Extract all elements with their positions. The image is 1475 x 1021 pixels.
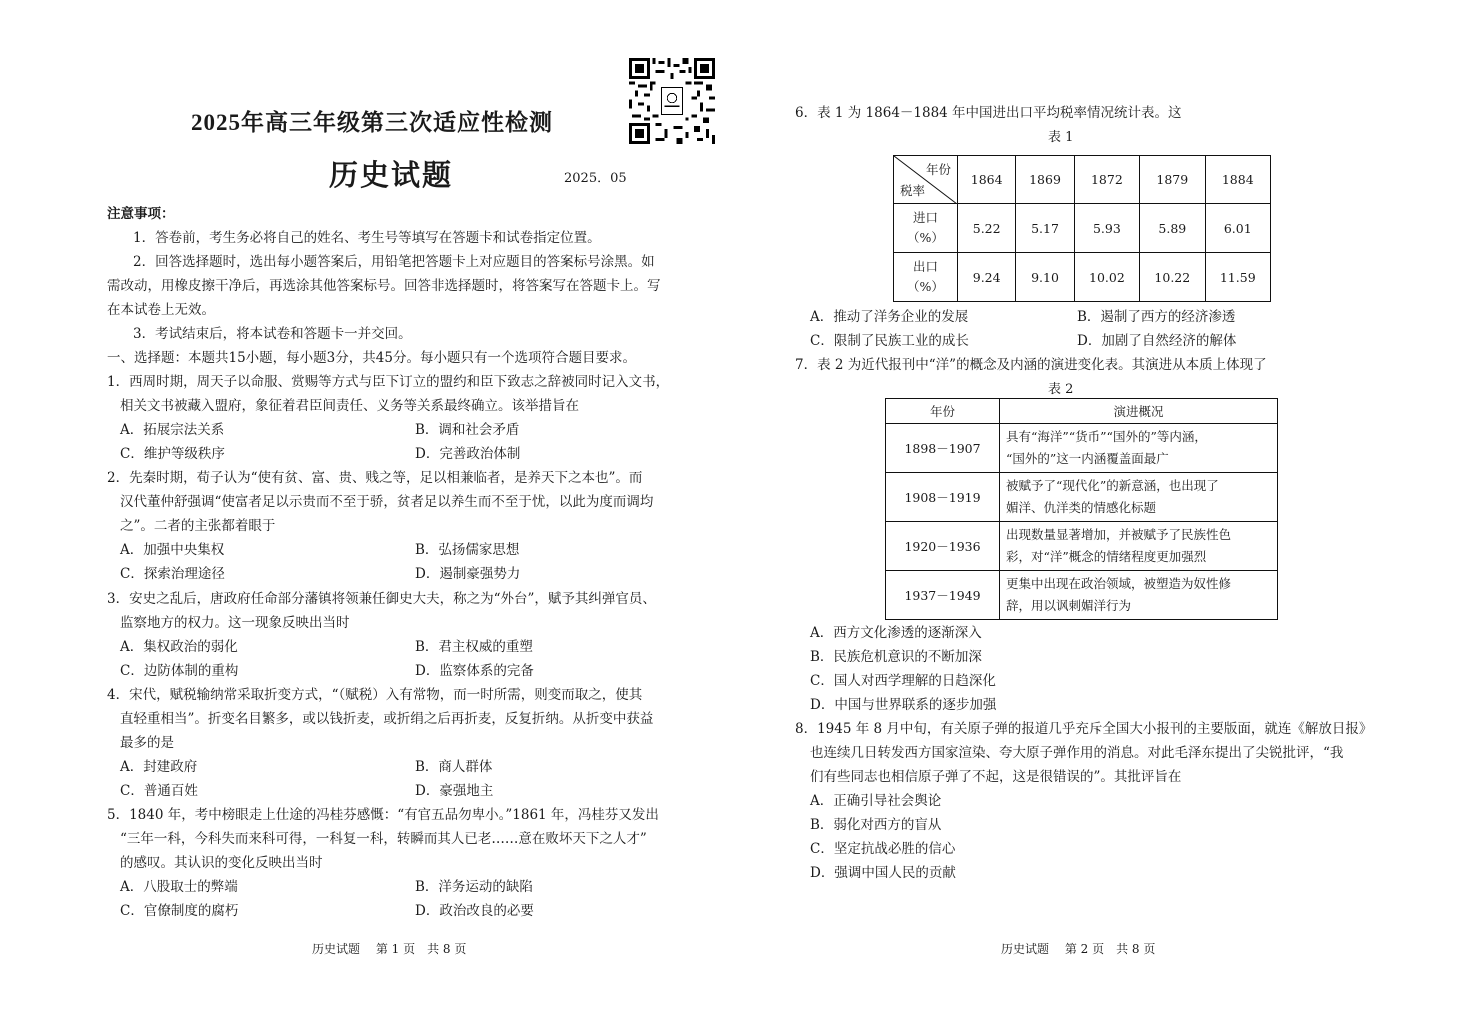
left-page	[0, 0, 737, 1021]
option-c: C．官僚制度的腐朽	[120, 903, 239, 919]
question-stem: 3．安史之乱后，唐政府任命部分藩镇将领兼任御史大夫，称之为“外台”，赋予其纠弹官员、	[107, 591, 656, 607]
row-label-main: 进口	[912, 210, 938, 225]
description-cell	[1000, 424, 1278, 473]
corner-rate-label: 税率	[900, 183, 926, 198]
row-label	[894, 204, 958, 253]
page-footer: 历史试题 第 2 页 共 8 页	[1001, 942, 1156, 956]
option-d: D．强调中国人民的贡献	[810, 865, 956, 881]
option-a: A．集权政治的弱化	[120, 639, 238, 655]
table-cell: 9.24	[958, 253, 1016, 302]
question-stem: 8．1945 年 8 月中旬，有关原子弹的报道几乎充斥全国大小报刊的主要版面，就连《解放日报》	[795, 721, 1373, 737]
option-a: A．封建政府	[120, 759, 198, 775]
option-d: D．豪强地主	[415, 783, 494, 799]
period-header: 年份	[886, 399, 1000, 424]
right-page	[737, 0, 1475, 1021]
row-label-unit: （%）	[907, 279, 944, 294]
table-cell: 10.22	[1140, 253, 1205, 302]
exam-subtitle: 历史试题	[329, 160, 454, 192]
year-header: 1872	[1074, 156, 1139, 204]
table-caption: 表 2	[1048, 382, 1074, 397]
description-header: 演进概况	[1000, 399, 1278, 424]
notice-line: 需改动，用橡皮擦干净后，再选涂其他答案标号。回答非选择题时，将答案写在答题卡上。写	[107, 278, 661, 294]
table-cell: 5.17	[1016, 204, 1074, 253]
option-a: A．加强中央集权	[120, 542, 225, 558]
notice-line: 2．回答选择题时，选出每小题答案后，用铅笔把答题卡上对应题目的答案标号涂黑。如	[133, 254, 655, 270]
description-cell	[1000, 571, 1278, 620]
option-d: D．加剧了自然经济的解体	[1077, 333, 1237, 349]
year-header: 1879	[1140, 156, 1205, 204]
table-cell: 5.22	[958, 204, 1016, 253]
year-header: 1864	[958, 156, 1016, 204]
tax-rate-table	[893, 155, 1271, 302]
table-cell: 5.89	[1140, 204, 1205, 253]
question-stem: 相关文书被藏入盟府，象征着君臣间责任、义务等关系最终确立。该举措旨在	[120, 398, 579, 414]
option-d: D．监察体系的完备	[415, 663, 534, 679]
table-caption: 表 1	[1048, 130, 1074, 145]
question-stem: “三年一科，今科失而来科可得，一科复一科，转瞬而其人已老……意在败坏天下之人才”	[120, 831, 647, 847]
period-cell: 1898－1907	[886, 424, 1000, 473]
question-stem: 5．1840 年，考中榜眼走上仕途的冯桂芬感慨：“有官五品勿卑小。”1861 年，冯桂芬又发出	[107, 807, 659, 823]
question-stem: 之”。二者的主张都着眼于	[120, 518, 276, 534]
description-cell	[1000, 522, 1278, 571]
option-a: A．推动了洋务企业的发展	[810, 309, 969, 325]
question-stem: 最多的是	[120, 735, 174, 751]
table-cell: 5.93	[1074, 204, 1139, 253]
option-d: D．遏制豪强势力	[415, 566, 521, 582]
corner-year-label: 年份	[925, 162, 951, 177]
option-b: B．洋务运动的缺陷	[415, 879, 533, 895]
description-line: 彩，对“洋”概念的情绪程度更加强烈	[1006, 549, 1207, 564]
option-a: A．西方文化渗透的逐渐深入	[810, 625, 982, 641]
option-b: B．弘扬儒家思想	[415, 542, 520, 558]
option-c: C．边防体制的重构	[120, 663, 239, 679]
question-stem: 7．表 2 为近代报刊中“洋”的概念及内涵的演进变化表。其演进从本质上体现了	[795, 357, 1267, 373]
row-label-main: 出口	[912, 259, 938, 274]
option-c: C．坚定抗战必胜的信心	[810, 841, 956, 857]
question-stem: 的感叹。其认识的变化反映出当时	[120, 855, 323, 871]
question-stem: 直轻重相当”。折变名目繁多，或以钱折麦，或折绢之后再折麦，反复折纳。从折变中获益	[120, 711, 654, 727]
description-line: 出现数量显著增加，并被赋予了民族性色	[1006, 527, 1232, 542]
option-d: D．中国与世界联系的逐步加强	[810, 697, 997, 713]
page-footer: 历史试题 第 1 页 共 8 页	[312, 942, 467, 956]
section-heading: 一、选择题：本题共15小题，每小题3分，共45分。每小题只有一个选项符合题目要求。	[107, 350, 636, 366]
option-a: A．正确引导社会舆论	[810, 793, 942, 809]
option-c: C．国人对西学理解的日趋深化	[810, 673, 996, 689]
question-stem: 4．宋代，赋税输纳常采取折变方式，“（赋税）入有常物，而一时所需，则变而取之，使其	[107, 687, 643, 703]
question-stem: 汉代董仲舒强调“使富者足以示贵而不至于骄，贫者足以养生而不至于忧，以此为度而调均	[120, 494, 654, 510]
table-cell: 10.02	[1074, 253, 1139, 302]
option-b: B．调和社会矛盾	[415, 422, 520, 438]
question-stem: 也连续几日转发西方国家渲染、夸大原子弹作用的消息。对此毛泽东提出了尖锐批评，“我	[810, 745, 1344, 761]
option-c: C．维护等级秩序	[120, 446, 225, 462]
question-stem: 1．西周时期，周天子以命服、赏赐等方式与臣下订立的盟约和臣下致志之辞被同时记入文书，	[107, 374, 670, 390]
table-corner-cell	[894, 156, 958, 204]
option-b: B．民族危机意识的不断加深	[810, 649, 982, 665]
question-stem: 2．先秦时期，荀子认为“使有贫、富、贵、贱之等，足以相兼临者，是养天下之本也”。而	[107, 470, 643, 486]
option-b: B．遏制了西方的经济渗透	[1077, 309, 1236, 325]
notice-heading: 注意事项：	[107, 206, 175, 222]
option-d: D．完善政治体制	[415, 446, 521, 462]
option-b: B．弱化对西方的盲从	[810, 817, 942, 833]
exam-title: 2025年高三年级第三次适应性检测	[191, 110, 553, 135]
year-header: 1869	[1016, 156, 1074, 204]
question-stem: 6．表 1 为 1864－1884 年中国进出口平均税率情况统计表。这	[795, 105, 1182, 121]
description-cell	[1000, 473, 1278, 522]
table-cell: 9.10	[1016, 253, 1074, 302]
period-cell: 1937－1949	[886, 571, 1000, 620]
evolution-table	[885, 398, 1278, 620]
table-cell: 6.01	[1205, 204, 1270, 253]
description-line: 媚洋、仇洋类的情感化标题	[1006, 500, 1157, 515]
table-cell: 11.59	[1205, 253, 1270, 302]
option-a: A．八股取士的弊端	[120, 879, 238, 895]
question-stem: 监察地方的权力。这一现象反映出当时	[120, 615, 350, 631]
question-stem: 们有些同志也相信原子弹了不起，这是很错误的”。其批评旨在	[810, 769, 1182, 785]
notice-line: 3．考试结束后，将本试卷和答题卡一并交回。	[133, 326, 412, 342]
option-b: B．君主权威的重塑	[415, 639, 533, 655]
notice-line: 在本试卷上无效。	[107, 302, 215, 318]
description-line: 被赋予了“现代化”的新意涵，也出现了	[1006, 478, 1219, 493]
year-header: 1884	[1205, 156, 1270, 204]
option-c: C．探索治理途径	[120, 566, 225, 582]
qr-code	[629, 58, 715, 144]
option-c: C．普通百姓	[120, 783, 198, 799]
row-label	[894, 253, 958, 302]
description-line: 辞，用以讽刺媚洋行为	[1006, 598, 1132, 613]
option-b: B．商人群体	[415, 759, 493, 775]
description-line: 具有“海洋”“货币”“国外的”等内涵，	[1006, 429, 1207, 444]
option-c: C．限制了民族工业的成长	[810, 333, 969, 349]
period-cell: 1920－1936	[886, 522, 1000, 571]
period-cell: 1908－1919	[886, 473, 1000, 522]
notice-line: 1．答卷前，考生务必将自己的姓名、考生号等填写在答题卡和试卷指定位置。	[133, 230, 601, 246]
description-line: 更集中出现在政治领域，被塑造为奴性修	[1006, 576, 1232, 591]
option-a: A．拓展宗法关系	[120, 422, 225, 438]
option-d: D．政治改良的必要	[415, 903, 534, 919]
description-line: “国外的”这一内涵覆盖面最广	[1006, 451, 1169, 466]
row-label-unit: （%）	[907, 230, 944, 245]
exam-date: 2025．05	[564, 171, 627, 186]
